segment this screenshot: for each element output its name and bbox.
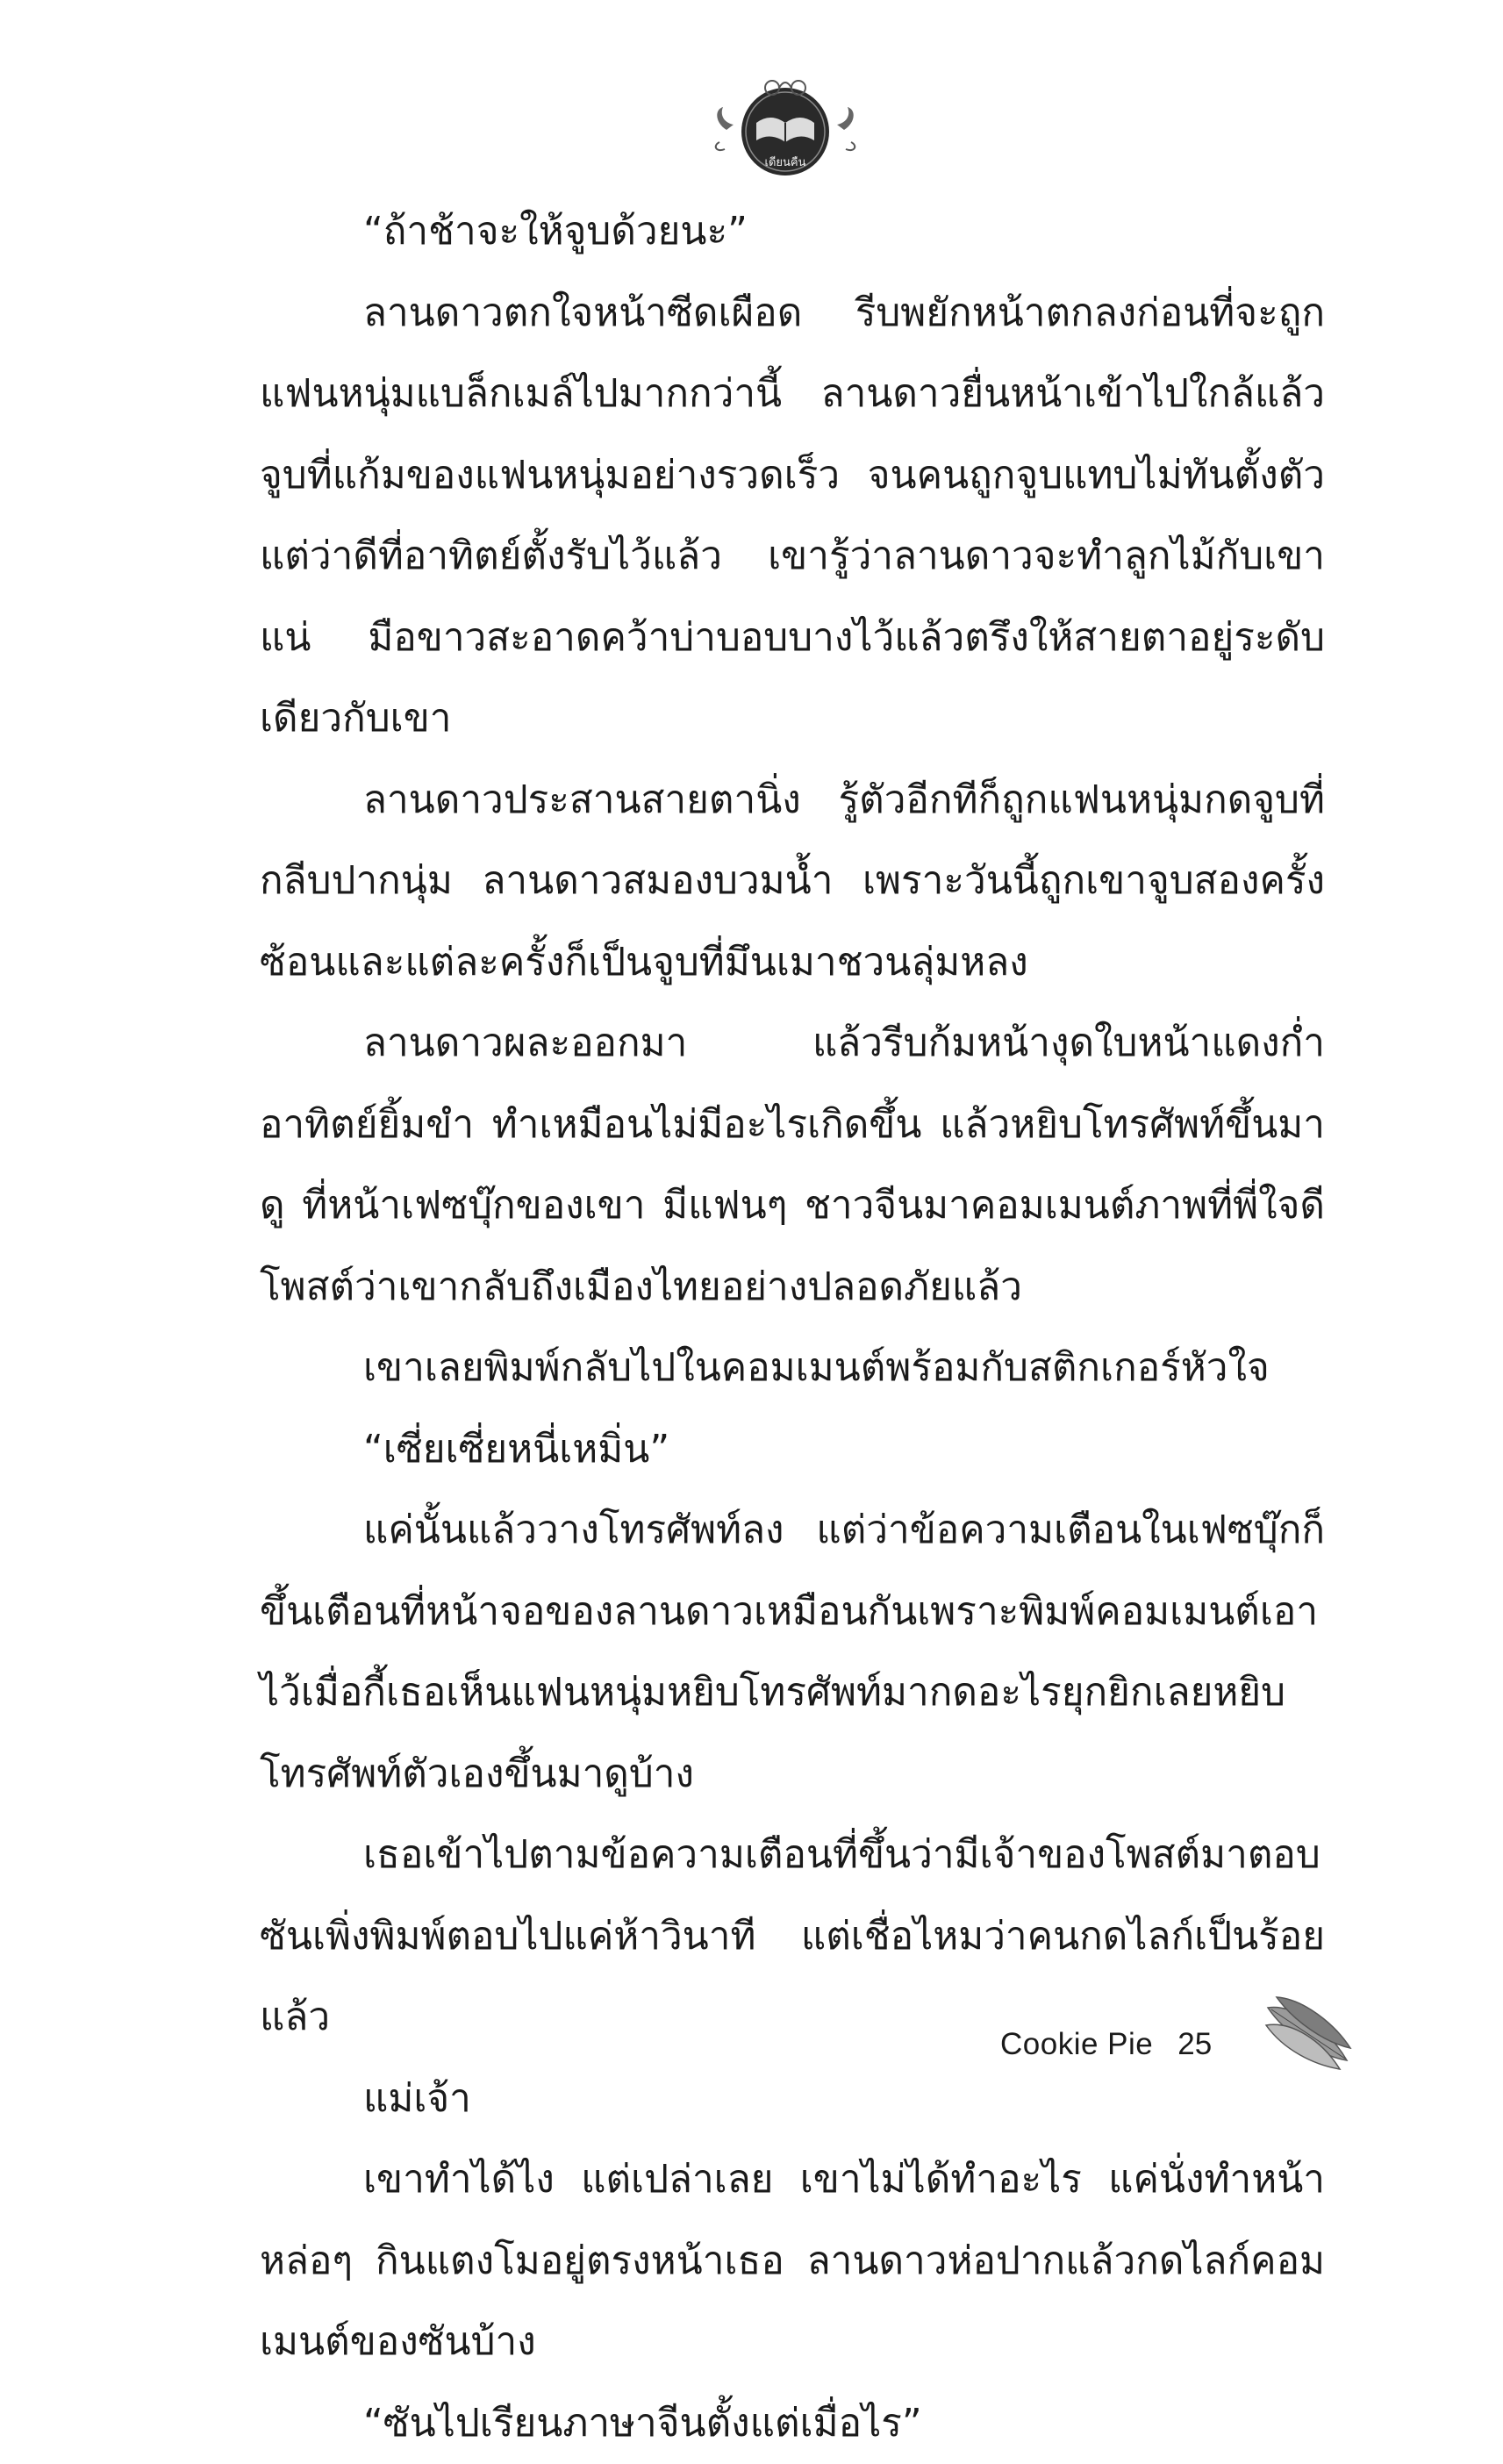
paragraph: ลานดาวตกใจหน้าซีดเผือด รีบพยักหน้าตกลงก่อนที่จะถูกแฟนหนุ่มแบล็กเมล์ไปมากกว่านี้ ลานดาวยื่นหน้าเข้าไปใกล้แล้วจูบที่แก้มของแฟนหนุ่มอย่างรวดเร็ว จนคนถูกจูบแทบไม่ทันตั้งตัว แต่ว่าดีที่อาทิตย์ตั้งรับไว้แล้ว เขารู้ว่าลานดาวจะทำลูกไม้กับเขาแน่ มือขาวสะอาดคว้าบ่าบอบบางไว้แล้วตรึงให้สายตาอยู่ระดับเดียวกับเขา xyxy=(260,273,1325,760)
paragraph: ลานดาวผละออกมา แล้วรีบก้มหน้างุดใบหน้าแดงก่ำ อาทิตย์ยิ้มขำ ทำเหมือนไม่มีอะไรเกิดขึ้น แล้วหยิบโทรศัพท์ขึ้นมาดู ที่หน้าเฟซบุ๊กของเขา มีแฟนๆ ชาวจีนมาคอมเมนต์ภาพที่พี่ใจดีโพสต์ว่าเขากลับถึงเมืองไทยอย่างปลอดภัยแล้ว xyxy=(260,1003,1325,1328)
paragraph: “ซันไปเรียนภาษาจีนตั้งแต่เมื่อไร” xyxy=(260,2383,1325,2464)
page-number: 25 xyxy=(1177,2027,1212,2062)
paragraph: เธอเข้าไปตามข้อความเตือนที่ขึ้นว่ามีเจ้าของโพสต์มาตอบ ซันเพิ่งพิมพ์ตอบไปแค่ห้าวินาที แต่เชื่อไหมว่าคนกดไลก์เป็นร้อยแล้ว xyxy=(260,1815,1325,2059)
paragraph: เขาทำได้ไง แต่เปล่าเลย เขาไม่ได้ทำอะไร แค่นั่งทำหน้าหล่อๆ กินแตงโมอยู่ตรงหน้าเธอ ลานดาวห่อปากแล้วกดไลก์คอมเมนต์ของซันบ้าง xyxy=(260,2139,1325,2383)
paragraph: ลานดาวประสานสายตานิ่ง รู้ตัวอีกทีก็ถูกแฟนหนุ่มกดจูบที่กลีบปากนุ่ม ลานดาวสมองบวมน้ำ เพราะวันนี้ถูกเขาจูบสองครั้งซ้อนและแต่ละครั้งก็เป็นจูบที่มึนเมาชวนลุ่มหลง xyxy=(260,760,1325,1004)
book-emblem-icon xyxy=(711,61,860,184)
page-footer xyxy=(1000,2009,1212,2080)
emblem-text: เดียนคืน xyxy=(759,153,812,171)
book-title: Cookie Pie xyxy=(1000,2027,1153,2062)
paragraph: แม่เจ้า xyxy=(260,2059,1325,2140)
paragraph: เขาเลยพิมพ์กลับไปในคอมเมนต์พร้อมกับสติกเกอร์หัวใจ xyxy=(260,1328,1325,1409)
paragraph: “ถ้าช้าจะให้จูบด้วยนะ” xyxy=(260,191,1325,273)
body-text xyxy=(260,191,1325,2464)
paragraph: “เซี่ยเซี่ยหนี่เหมิ่น” xyxy=(260,1409,1325,1491)
feather-icon xyxy=(1259,1990,1356,2078)
paragraph: แค่นั้นแล้ววางโทรศัพท์ลง แต่ว่าข้อความเตือนในเฟซบุ๊กก็ขึ้นเตือนที่หน้าจอของลานดาวเหมือนกันเพราะพิมพ์คอมเมนต์เอาไว้เมื่อกี้เธอเห็นแฟนหนุ่มหยิบโทรศัพท์มากดอะไรยุกยิกเลยหยิบโทรศัพท์ตัวเองขึ้นมาดูบ้าง xyxy=(260,1490,1325,1815)
